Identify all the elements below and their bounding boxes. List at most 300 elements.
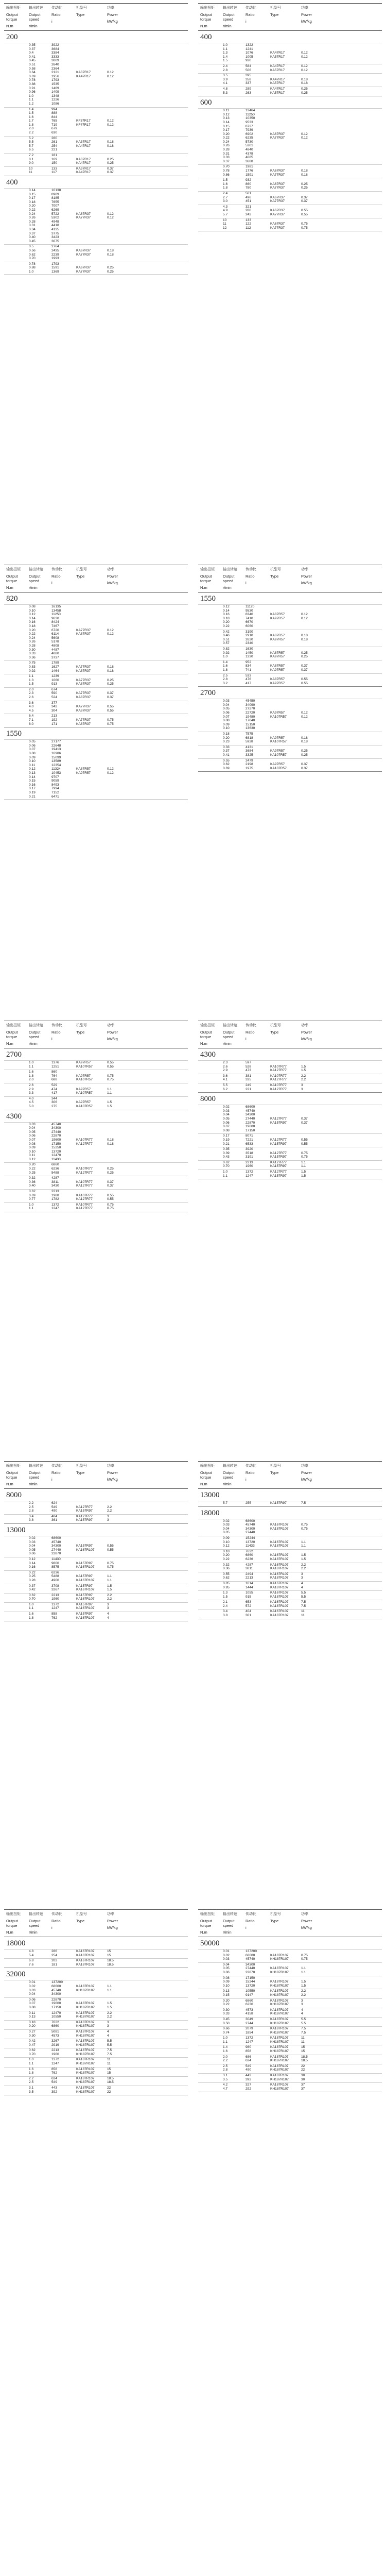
- ratio: 358: [245, 77, 252, 81]
- table-row: [4, 648, 188, 652]
- output-speed: 0.43: [223, 1155, 230, 1159]
- header-unit: r/min: [223, 1482, 232, 1486]
- table-row: [4, 154, 188, 158]
- header-zh: 传动比: [245, 568, 256, 571]
- motor-power: [299, 74, 325, 78]
- ratio: 12470: [51, 2011, 61, 2015]
- header-zh: 输出转速: [29, 1912, 43, 1916]
- ratio: 2213: [245, 1160, 253, 1164]
- motor-power: [105, 245, 131, 249]
- motor-power: [299, 218, 325, 223]
- output-speed: 3.1: [29, 2086, 34, 2090]
- ratio: 12470: [51, 1154, 61, 1158]
- table-row: [198, 87, 382, 91]
- ratio: 13630: [245, 726, 255, 731]
- motor-power: [105, 752, 131, 756]
- table-row: [198, 638, 382, 642]
- ratio: 8424: [51, 620, 59, 624]
- model-block: [4, 1997, 188, 2011]
- motor-power: 0.55: [301, 681, 308, 685]
- motor-power: 0.37: [301, 668, 308, 672]
- header-cell: [105, 4, 131, 30]
- header-zh: 传动比: [51, 1912, 62, 1916]
- output-speed: 0.26: [29, 640, 36, 644]
- motor-power: 37: [301, 2083, 305, 2087]
- model-type: KA187R107: [270, 2074, 289, 2078]
- ratio: 4287: [51, 1176, 59, 1180]
- table-row: [4, 1078, 188, 1082]
- motor-power: 0.12: [107, 632, 114, 636]
- model-type: [74, 648, 105, 652]
- ratio: 275: [51, 1104, 58, 1108]
- output-speed: 0.33: [223, 2012, 230, 2016]
- ratio: 686: [245, 2055, 252, 2059]
- motor-power: [105, 617, 131, 621]
- table-row: [4, 108, 188, 112]
- output-speed: 0.37: [29, 231, 36, 235]
- motor-power: 0.25: [107, 269, 114, 274]
- model-type: KA127R77: [270, 1138, 287, 1142]
- motor-power: [105, 1536, 131, 1540]
- ratio: 2239: [51, 252, 59, 257]
- motor-power: 0.12: [107, 216, 114, 220]
- ratio: 19480: [245, 715, 255, 719]
- ratio: 4378: [245, 151, 253, 156]
- header-cell: [243, 1021, 268, 1048]
- model-type: [74, 63, 105, 67]
- ratio: 255: [245, 1501, 252, 1505]
- model-type: KA187R107: [270, 1576, 289, 1580]
- output-speed: 1.3: [223, 1591, 228, 1595]
- ratio: 1409: [51, 90, 59, 94]
- table-row: [4, 75, 188, 79]
- ratio: 8727: [245, 124, 253, 128]
- model-type: [74, 115, 105, 120]
- table-row: [198, 1074, 382, 1078]
- output-torque: 200: [6, 33, 18, 41]
- header-cell: [243, 4, 268, 30]
- header-unit: kW/kg: [301, 19, 312, 24]
- header-unit: r/min: [223, 1930, 232, 1935]
- motor-power: [299, 156, 325, 160]
- output-speed: 0.42: [223, 630, 230, 634]
- output-speed: 0.57: [223, 641, 230, 646]
- motor-power: 2.2: [301, 1993, 306, 1997]
- model-type: [74, 208, 105, 212]
- ratio: 7622: [245, 1549, 253, 1553]
- output-speed: 0.92: [29, 669, 36, 673]
- table-row: [4, 59, 188, 63]
- model-type: KA167R107: [76, 1950, 95, 1953]
- model-type: KA47R17: [76, 161, 91, 165]
- table-row: [4, 1505, 188, 1510]
- motor-power: [299, 699, 325, 703]
- ratio: 22720: [245, 711, 255, 715]
- ratio: 11250: [51, 613, 61, 617]
- output-speed: 0.11: [29, 763, 36, 767]
- model-type: [268, 148, 299, 152]
- table-row: [4, 2067, 188, 2072]
- ratio: 688: [51, 1078, 58, 1082]
- table-row: [4, 1184, 188, 1188]
- output-speed: 0.85: [223, 1581, 230, 1585]
- ratio: 624: [51, 1501, 58, 1505]
- table-row: [4, 1134, 188, 1138]
- output-speed: 2.8: [29, 1509, 34, 1513]
- ratio: 27440: [51, 1548, 61, 1552]
- header-en: Type: [270, 12, 279, 17]
- output-speed: 2.0: [29, 1078, 34, 1082]
- output-speed: 7.6: [29, 1962, 34, 1967]
- header-zh: 功率: [301, 1912, 308, 1916]
- table-row: [4, 102, 188, 106]
- model-type: KA127R77: [270, 1116, 287, 1121]
- output-speed: 3.8: [29, 1518, 34, 1522]
- output-speed: 3.8: [223, 1614, 228, 1618]
- table-row: [4, 115, 188, 120]
- ratio: 45740: [51, 1122, 61, 1126]
- ratio: 1956: [51, 74, 59, 78]
- motor-power: 0.37: [301, 762, 308, 767]
- ratio: 719: [51, 123, 58, 127]
- motor-power: 18.5: [107, 1962, 114, 1967]
- table-row: [4, 140, 188, 144]
- output-speed: 2.9: [223, 1069, 228, 1073]
- ratio: 3920: [245, 1147, 253, 1151]
- model-type: [268, 726, 299, 731]
- ratio: 1076: [245, 51, 253, 55]
- motor-power: 22: [301, 2068, 305, 2072]
- ratio: 8071: [245, 1134, 253, 1138]
- output-speed: 0.20: [223, 1553, 230, 1557]
- motor-power: [105, 131, 131, 135]
- motor-power: 0.37: [107, 691, 114, 696]
- model-block: [4, 2067, 188, 2076]
- ratio: 15150: [245, 722, 255, 726]
- ratio: 361: [51, 1518, 58, 1522]
- header-en: Output torque: [6, 574, 18, 583]
- table-column-left: [4, 1021, 188, 1474]
- output-speed: 0.62: [223, 1160, 230, 1164]
- model-type: KA37R17: [76, 166, 91, 171]
- model-type: [268, 144, 299, 148]
- motor-power: 0.37: [301, 664, 308, 668]
- output-speed: 0.31: [223, 151, 230, 156]
- output-speed: 3.0: [223, 199, 228, 204]
- model-type: [74, 636, 105, 640]
- model-type: KA77R37: [270, 186, 285, 190]
- output-torque: 18000: [6, 1939, 26, 1947]
- table-row: [4, 2034, 188, 2038]
- table-row: [4, 158, 188, 162]
- model-type: [74, 1163, 105, 1167]
- table-row: [4, 1194, 188, 1198]
- ratio: 4418: [51, 224, 59, 228]
- model-block: [4, 188, 188, 244]
- model-block: [198, 745, 382, 758]
- output-speed: 3.5: [223, 74, 228, 78]
- ratio: 2764: [51, 245, 59, 249]
- ratio: 765: [51, 119, 58, 123]
- header-unit: N.m: [200, 1482, 207, 1486]
- output-speed: 0.70: [223, 1164, 230, 1168]
- table-header: [198, 565, 382, 592]
- table-row: [198, 2008, 382, 2012]
- table-row: [198, 1536, 382, 1540]
- motor-power: 0.37: [107, 166, 114, 171]
- motor-power: 0.18: [301, 173, 308, 177]
- model-block: [4, 1584, 188, 1593]
- ratio: 213: [51, 714, 58, 718]
- motor-power: 0.12: [301, 715, 308, 719]
- output-speed: 0.46: [223, 634, 230, 638]
- ratio: 4573: [51, 2033, 59, 2038]
- model-type: KA67R37: [270, 132, 285, 136]
- output-speed: 0.14: [223, 120, 230, 124]
- motor-power: 0.18: [301, 740, 308, 744]
- table-header: [198, 1461, 382, 1489]
- model-block: [4, 1083, 188, 1096]
- motor-power: [105, 59, 131, 63]
- header-zh: 机型号: [270, 568, 281, 571]
- output-speed: 3.6: [223, 1074, 228, 1078]
- motor-power: [105, 1158, 131, 1162]
- model-type: KA107R57: [270, 715, 287, 719]
- motor-power: 15: [107, 1953, 111, 1957]
- output-speed: 1.1: [29, 674, 34, 679]
- header-unit: [75, 580, 104, 582]
- model-type: [74, 740, 105, 744]
- motor-power: [299, 1963, 325, 1967]
- table-row: [198, 1567, 382, 1571]
- ratio: 13720: [245, 1984, 255, 1988]
- model-block: [4, 714, 188, 727]
- model-type: KA187R107: [76, 2020, 95, 2024]
- table-row: [4, 1146, 188, 1150]
- motor-power: 22: [107, 2090, 111, 2094]
- table-row: [198, 2078, 382, 2082]
- header-cell: [198, 1021, 221, 1048]
- ratio: 4900: [51, 1578, 59, 1582]
- header-zh: 输出转速: [223, 1464, 237, 1468]
- ratio: 3049: [245, 2017, 253, 2021]
- ratio: 22870: [51, 1997, 61, 2002]
- output-speed: 0.08: [223, 1128, 230, 1132]
- output-speed: 2.2: [29, 131, 34, 135]
- ratio: 597: [245, 1061, 252, 1064]
- table-row: [4, 87, 188, 91]
- ratio: 292: [245, 2087, 252, 2091]
- ratio: 7575: [245, 732, 253, 736]
- ratio: 2640: [51, 62, 59, 66]
- header-zh: 功率: [301, 1464, 308, 1468]
- output-speed: 0.20: [29, 628, 36, 632]
- table-row: [4, 771, 188, 775]
- table-row: [4, 137, 188, 141]
- output-speed: 0.09: [223, 722, 230, 726]
- motor-power: 7.5: [301, 2027, 306, 2031]
- table-row: [198, 1109, 382, 1113]
- ratio: 1330: [245, 655, 253, 659]
- header-zh: 传动比: [51, 6, 62, 10]
- model-type: KA67R37: [270, 209, 285, 213]
- header-cell: [198, 4, 221, 30]
- table-row: [4, 2080, 188, 2084]
- header-en: Ratio: [51, 574, 61, 579]
- model-block: [4, 166, 188, 176]
- output-speed: 11: [29, 171, 32, 175]
- output-speed: 1.3: [223, 51, 228, 55]
- model-block: [198, 1074, 382, 1083]
- table-row: [198, 148, 382, 152]
- model-type: KH187R107: [270, 1993, 289, 1997]
- table-row: [198, 1950, 382, 1954]
- model-type: [74, 47, 105, 52]
- ratio: 4085: [245, 156, 253, 160]
- motor-power: [105, 756, 131, 760]
- table-row: [4, 1562, 188, 1566]
- header-unit: kW/kg: [107, 1925, 118, 1930]
- ratio: 2213: [245, 1576, 253, 1580]
- model-type: [74, 1150, 105, 1154]
- header-cell: [299, 1462, 325, 1488]
- output-speed: 0.06: [223, 1121, 230, 1125]
- motor-power: 0.75: [107, 1078, 114, 1082]
- model-type: [74, 1158, 105, 1162]
- table-header: [198, 1909, 382, 1937]
- model-type: [268, 624, 299, 629]
- model-type: KA187R107: [270, 1967, 289, 1971]
- output-speed: 0.02: [29, 1536, 36, 1540]
- table-row: [198, 1142, 382, 1146]
- model-type: KA187R107: [76, 2076, 95, 2080]
- model-type: [268, 723, 299, 727]
- table-row: [4, 1138, 188, 1142]
- output-speed: 1.1: [29, 1606, 34, 1611]
- table-row: [198, 156, 382, 160]
- header-zh: 功率: [107, 1024, 114, 1027]
- header-unit: i: [245, 1477, 247, 1482]
- table-row: [4, 257, 188, 261]
- motor-power: 7.5: [107, 2052, 112, 2056]
- model-type: [268, 1061, 299, 1065]
- ratio: 27440: [245, 1116, 255, 1121]
- table-row: [4, 2039, 188, 2043]
- model-type: KA157R97: [76, 1612, 93, 1616]
- table-row: [198, 699, 382, 703]
- model-type: KA187R107: [270, 1544, 289, 1548]
- table-row: [4, 1091, 188, 1095]
- motor-power: [299, 624, 325, 629]
- model-type: KA157R97: [76, 1574, 93, 1579]
- model-type: [74, 1123, 105, 1127]
- motor-power: 0.12: [301, 132, 308, 136]
- model-type: KA187R107: [270, 2055, 289, 2059]
- spacer: [4, 726, 188, 727]
- model-type: KA127R77: [270, 1069, 287, 1073]
- motor-power: 0.75: [107, 1207, 114, 1211]
- output-speed: 2.0: [223, 2055, 228, 2059]
- table-row: [198, 1088, 382, 1092]
- model-block: [4, 1202, 188, 1212]
- motor-power: 7.5: [107, 2048, 112, 2053]
- motor-power: 11: [107, 2062, 111, 2066]
- header-en: Ratio: [245, 1919, 255, 1923]
- output-speed: 3.4: [223, 1609, 228, 1614]
- model-type: [74, 131, 105, 135]
- motor-power: [299, 745, 325, 750]
- spacer: [4, 1522, 188, 1523]
- model-block: [198, 1105, 382, 1133]
- model-type: [74, 43, 105, 47]
- motor-power: [299, 165, 325, 169]
- motor-power: 0.12: [107, 767, 114, 771]
- header-en: Power: [107, 1030, 118, 1035]
- output-speed: 3.5: [29, 2090, 34, 2094]
- model-type: KA127R77: [76, 1184, 93, 1188]
- model-type: KA187R107: [270, 1614, 289, 1618]
- model-block: [4, 1980, 188, 1997]
- ratio: 3191: [245, 1155, 253, 1159]
- motor-power: 1.1: [301, 1970, 306, 1974]
- table-row: [4, 208, 188, 212]
- output-speed: 0.95: [223, 1585, 230, 1589]
- output-speed: 0.74: [223, 2030, 230, 2035]
- ratio: 6471: [51, 794, 59, 799]
- output-speed: 5.5: [223, 1083, 228, 1087]
- table-row: [198, 664, 382, 668]
- ratio: 6114: [51, 632, 59, 636]
- model-block: [4, 2076, 188, 2086]
- output-speed: 1.5: [29, 682, 34, 686]
- model-type: [268, 699, 299, 703]
- output-speed: 0.20: [29, 204, 36, 208]
- table-row: [4, 2090, 188, 2094]
- model-type: [74, 1134, 105, 1138]
- motor-power: 1.1: [107, 1574, 112, 1579]
- output-speed: 4.5: [29, 1100, 34, 1105]
- ratio: 68600: [51, 1984, 61, 1988]
- model-type: KA127R77: [270, 1160, 287, 1164]
- output-speed: 0.07: [29, 748, 36, 752]
- motor-power: [299, 1519, 325, 1523]
- ratio: 6235: [245, 136, 253, 140]
- motor-power: [299, 128, 325, 132]
- motor-power: 0.55: [107, 1061, 114, 1064]
- motor-power: 1.5: [301, 1984, 306, 1988]
- header-en: Ratio: [245, 574, 255, 579]
- ratio: 17150: [245, 1976, 255, 1980]
- ratio: 1251: [51, 1064, 59, 1069]
- model-type: [74, 204, 105, 208]
- table-row: [198, 674, 382, 678]
- motor-power: [299, 1113, 325, 1117]
- output-speed: 0.21: [223, 1142, 230, 1146]
- header-unit: r/min: [29, 24, 38, 28]
- output-torque: 13000: [6, 1526, 26, 1534]
- ratio: 254: [51, 1953, 58, 1957]
- model-type: KA167R107: [76, 1606, 95, 1611]
- output-speed: 0.41: [223, 753, 230, 757]
- model-type: [268, 609, 299, 613]
- motor-power: 4: [301, 2012, 303, 2016]
- model-type: [74, 1070, 105, 1074]
- header-cell: [221, 1462, 243, 1488]
- ratio: 13589: [51, 759, 61, 764]
- table-row: [4, 1105, 188, 1109]
- header-cell: [299, 565, 325, 592]
- output-speed: 0.06: [29, 743, 36, 748]
